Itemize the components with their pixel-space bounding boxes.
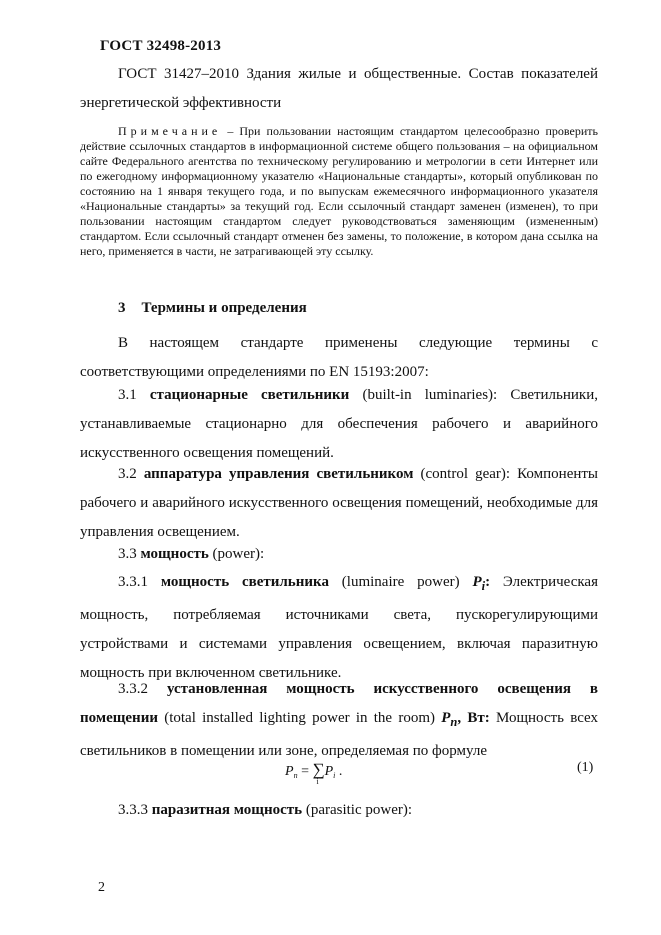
formula-rhs: P: [324, 764, 334, 779]
term-name: аппаратура управления светильником: [143, 466, 414, 482]
formula-1: [285, 760, 343, 786]
section-heading: [118, 300, 307, 317]
term-number: 3.3: [118, 546, 141, 562]
term-definition: (built-in luminaries): Светильники, устанавливаемые стационарно для обеспечения рабочего и аварийного искусственного освещения помещений.: [80, 387, 599, 461]
term-definition: (control gear): Компоненты рабочего и аварийного искусственного освещения помещений, необходимые для управления освещением.: [80, 466, 599, 540]
symbol-p: P: [441, 710, 451, 726]
term-name: установленная мощность искусственного освещения в помещении: [80, 681, 598, 726]
section-title: Термины и определения: [141, 300, 307, 316]
formula-lhs-subscript: n: [293, 771, 298, 780]
symbol-p: P: [472, 574, 482, 590]
section-intro: [80, 329, 598, 387]
reference-text: ГОСТ 31427–2010 Здания жилые и общественные. Состав показателей энергетической эффективности: [80, 66, 598, 111]
formula-rhs-subscript: i: [333, 771, 336, 780]
sum-sign: ∑: [312, 760, 325, 779]
unit-label: , Вт:: [457, 710, 490, 726]
section-number: 3: [118, 300, 126, 316]
term-number: 3.3.2: [118, 681, 167, 697]
term-number: 3.3.1: [118, 574, 161, 590]
term-definition: (power):: [208, 546, 265, 562]
normative-reference: [80, 60, 598, 118]
term-3-3-3: [80, 796, 598, 825]
document-code-header: ГОСТ 32498-2013: [100, 38, 222, 54]
term-english: (total installed lighting power in the room): [157, 710, 442, 726]
term-3-3-2: [80, 675, 598, 766]
term-3-2: [80, 460, 598, 547]
sum-symbol: [312, 760, 325, 786]
term-definition: Электрическая мощность, потребляемая источниками света, пускорегулирующими устройствами и системами управления освещением, включая паразитную мощность при включенном светильнике.: [80, 574, 598, 681]
intro-text: В настоящем стандарте применены следующие термины с соответствующими определениями по EN 15193:2007:: [80, 335, 598, 380]
term-number: 3.2: [118, 466, 144, 482]
formula-lhs: P: [285, 764, 294, 779]
term-3-3-1: [80, 568, 598, 688]
term-name: паразитная мощность: [151, 802, 303, 818]
formula-end: .: [335, 764, 343, 779]
term-definition: Мощность всех светильников в помещении или зоне, определяемая по формуле: [80, 710, 598, 759]
symbol-subscript: i: [481, 579, 486, 593]
note-label: Примечание: [118, 124, 222, 138]
term-number: 3.1: [118, 387, 150, 403]
symbol-colon: :: [485, 574, 491, 590]
term-number: 3.3.3: [118, 802, 152, 818]
term-3-3: [80, 540, 598, 569]
note-block: [80, 124, 598, 259]
equation-number: (1): [577, 760, 594, 775]
term-definition: (parasitic power):: [302, 802, 413, 818]
symbol-subscript: n: [450, 715, 458, 729]
term-name: мощность: [140, 546, 209, 562]
page-number: 2: [98, 880, 105, 895]
term-3-1: [80, 381, 598, 468]
term-name: стационарные светильники: [149, 387, 350, 403]
note-text: – При пользовании настоящим стандартом целесообразно проверить действие ссылочных стандартов в информационной системе общего пользования – на официальном сайте Федерального агентства по техническому регулированию и метрологии в сети Интернет или по ежегодному информационному указателю «Национальные стандарты», который опубликован по состоянию на 1 января текущего года, и по выпускам ежемесячного информационного указателя «Национальные стандарты» за текущий год. Если ссылочный стандарт заменен (изменен), то при пользовании настоящим стандартом следует руководствоваться заменяющим (измененным) стандартом. Если ссылочный стандарт отменен без замены, то положение, в котором дана ссылка на него, применяется в части, не затрагивающей эту ссылку.: [80, 124, 598, 258]
term-name: мощность светильника: [160, 574, 329, 590]
term-english: (luminaire power): [328, 574, 473, 590]
formula-equals: =: [297, 764, 313, 779]
sum-index: i: [316, 777, 319, 786]
